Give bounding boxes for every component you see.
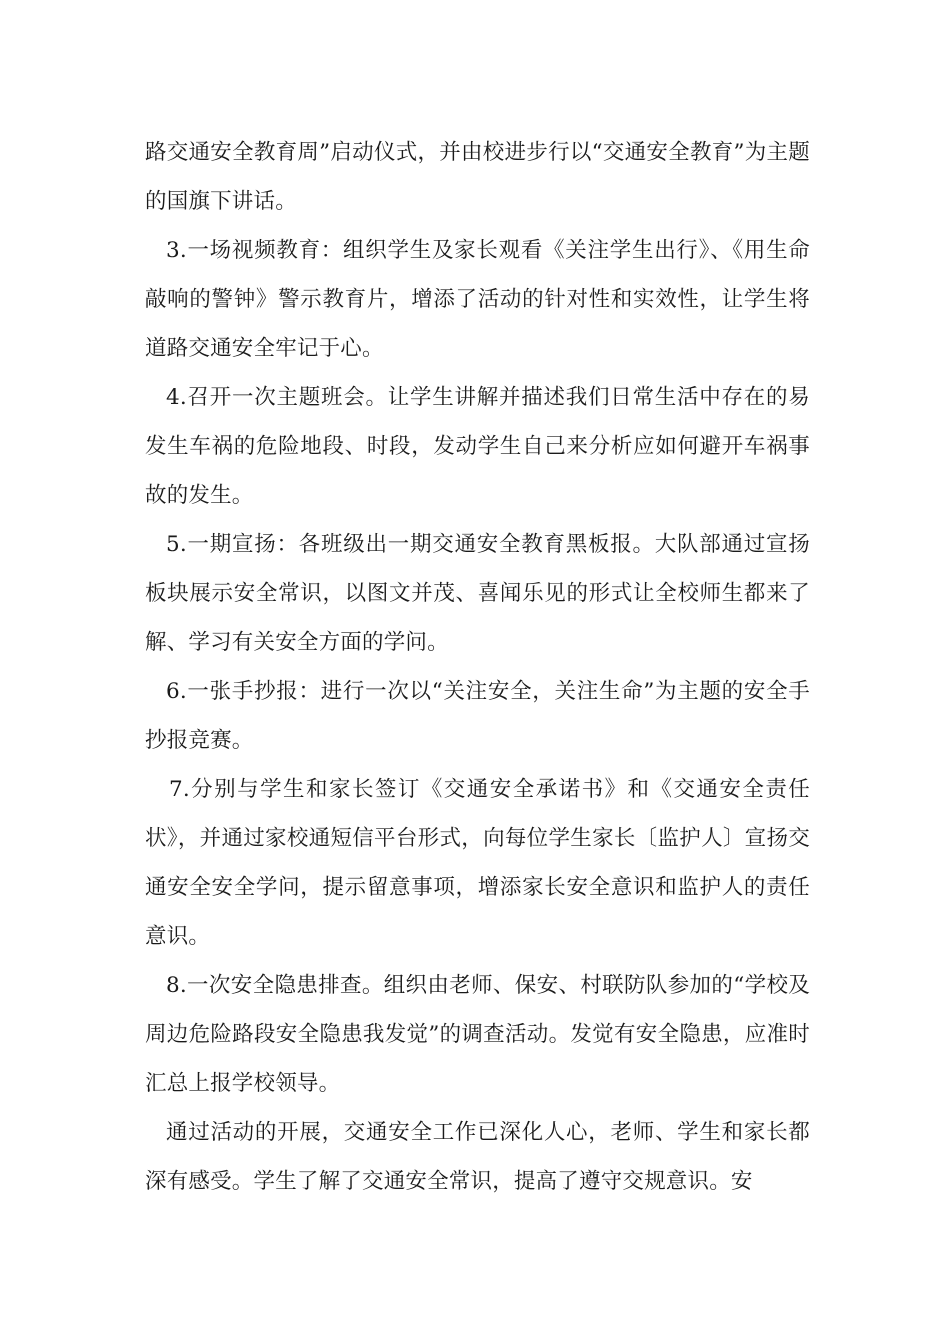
- document-body: [145, 128, 810, 1206]
- paragraph-item-6: 6.一张手抄报：进行一次以“关注安全，关注生命”为主题的安全手抄报竞赛。: [145, 679, 810, 753]
- paragraph-item-3: 3.一场视频教育：组织学生及家长观看《关注学生出行》、《用生命敲响的警钟》警示教育片，增添了活动的针对性和实效性，让学生将道路交通安全牢记于心。: [145, 238, 810, 361]
- paragraph-summary: 通过活动的开展，交通安全工作已深化人心，老师、学生和家长都深有感受。学生了解了交通安全常识，提高了遵守交规意识。安: [145, 1120, 810, 1194]
- paragraph-item-7: 7.分别与学生和家长签订《交通安全承诺书》和《交通安全责任状》，并通过家校通短信平台形式，向每位学生家长〔监护人〕宣扬交通安全安全学问，提示留意事项，增添家长安全意识和监护人的责任意识。: [145, 777, 810, 949]
- paragraph-item-5: 5.一期宣扬：各班级出一期交通安全教育黑板报。大队部通过宣扬板块展示安全常识，以图文并茂、喜闻乐见的形式让全校师生都来了解、学习有关安全方面的学问。: [145, 532, 810, 655]
- paragraph-item-8: 8.一次安全隐患排查。组织由老师、保安、村联防队参加的“学校及周边危险路段安全隐患我发觉”的调查活动。发觉有安全隐患，应准时汇总上报学校领导。: [145, 973, 810, 1096]
- paragraph-continuation: 路交通安全教育周”启动仪式，并由校进步行以“交通安全教育”为主题的国旗下讲话。: [145, 140, 810, 214]
- paragraph-item-4: 4.召开一次主题班会。让学生讲解并描述我们日常生活中存在的易发生车祸的危险地段、时段，发动学生自己来分析应如何避开车祸事故的发生。: [145, 385, 810, 508]
